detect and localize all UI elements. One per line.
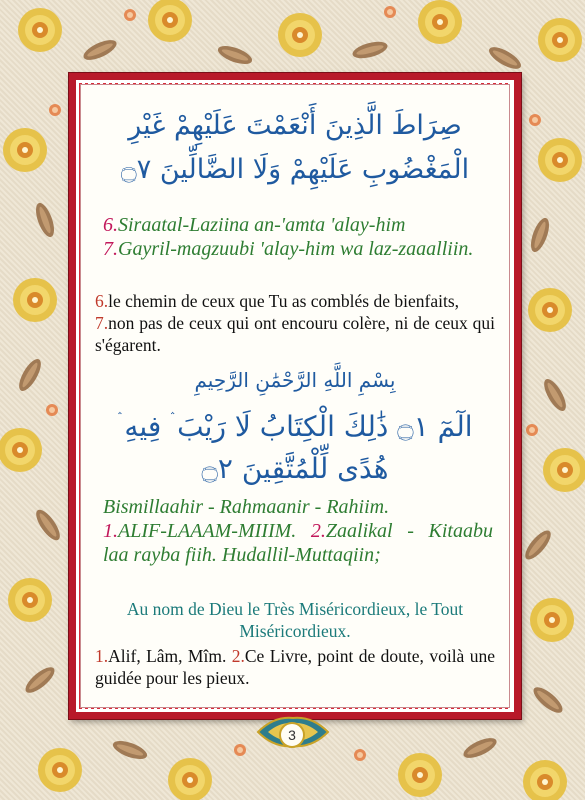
translation-line: Alif, Lâm, Mîm.: [108, 646, 232, 666]
arabic-baqara-line1: الٓمٓ ۝١ ذَٰلِكَ الْكِتَابُ لَا رَيْبَ ۛ فِيهِ ۛ: [117, 410, 473, 443]
arabic-verse-6-line2: الْمَغْضُوبِ عَلَيْهِمْ وَلَا الضَّالِّينَ ۝٧: [120, 154, 470, 185]
transliteration-line: Siraatal-Laziina an-'amta 'alay-him: [118, 214, 406, 236]
page-frame: [69, 73, 521, 719]
transliteration-line: Gayril-magzuubi 'alay-him wa laz-zaaalliin.: [118, 238, 474, 260]
page-content: [80, 84, 510, 708]
arabic-basmala: بِسْمِ اللَّهِ الرَّحْمَٰنِ الرَّحِيمِ: [194, 368, 396, 392]
verse-number: 7.: [103, 238, 118, 260]
verse-number: 6.: [95, 291, 109, 311]
french-translation-baqara: [95, 645, 495, 689]
translation-line: Ce Livre, point de doute, voilà une guidée pour les pieux.: [95, 646, 495, 688]
arabic-baqara-line2: هُدًى لِّلْمُتَّقِينَ ۝٢: [201, 452, 389, 485]
verse-number: 1.: [95, 646, 109, 666]
verse-number: 2.: [231, 646, 245, 666]
page-number: 3: [279, 722, 305, 748]
french-translation-fatiha: [95, 290, 495, 356]
transliteration-baqara: [103, 495, 493, 567]
translation-line: le chemin de ceux que Tu as comblés de bienfaits,: [108, 291, 460, 311]
french-basmala: Au nom de Dieu le Très Miséricordieux, le Tout Miséricordieux.: [126, 599, 464, 641]
transliteration-fatiha: [103, 213, 491, 261]
verse-number: 2.: [310, 520, 326, 542]
verse-number: 7.: [95, 313, 109, 333]
transliteration-line: ALIF-LAAAM-MIIIM.: [118, 520, 297, 542]
translation-line: non pas de ceux qui ont encouru colère, ni de ceux qui s'égarent.: [95, 313, 495, 355]
transliteration-line: Zaalikal - Kitaabu laa rayba fiih. Hudallil-Muttaqiin;: [103, 520, 493, 566]
basmala-transliteration: Bismillaahir - Rahmaanir - Rahiim.: [103, 496, 390, 518]
arabic-verse-6-line1: صِرَاطَ الَّذِينَ أَنْعَمْتَ عَلَيْهِمْ غَيْرِ: [128, 110, 462, 141]
verse-number: 1.: [103, 520, 118, 542]
verse-number: 6.: [103, 214, 118, 236]
